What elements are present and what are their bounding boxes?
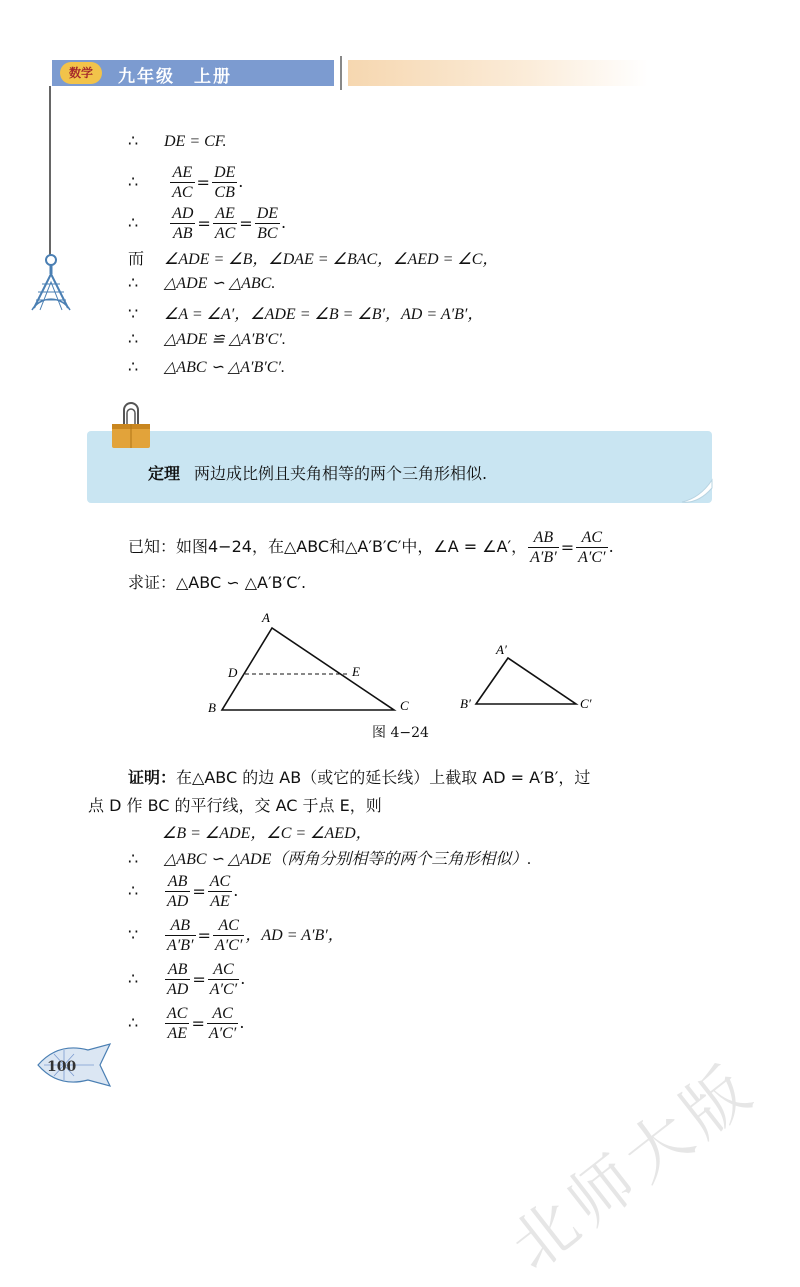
proof-step: ∴ $\frac{AB}{AD}$ = $\frac{AC}{AE}$ . bbox=[128, 873, 239, 910]
proof-line-1: 证明：在△ABC 的边 AB（或它的延长线）上截取 AD = A′B′，过 bbox=[128, 768, 591, 787]
triangle-a2b2c2 bbox=[476, 658, 576, 704]
label-a: A bbox=[262, 610, 270, 625]
label-b-prime: B′ bbox=[460, 696, 471, 711]
margin-rule bbox=[49, 86, 51, 256]
fraction: $\frac{AE}{AC}$ bbox=[214, 205, 236, 242]
proof-top-line: ∴ $\frac{AE}{AC}$ = $\frac{DE}{CB}$ . bbox=[128, 164, 244, 201]
fraction: $\frac{AB}{A'B'}$ bbox=[167, 917, 194, 954]
label-c: C bbox=[400, 698, 409, 713]
fraction: $\frac{AC}{A'C'}$ bbox=[209, 961, 238, 998]
theorem-text: 两边成比例且夹角相等的两个三角形相似. bbox=[194, 464, 488, 483]
page-number: 100 bbox=[47, 1059, 77, 1075]
proof-line-3: ∠B = ∠ADE，∠C = ∠AED， bbox=[162, 825, 372, 842]
triangle-abc bbox=[222, 628, 394, 710]
proof-step: ∴ $\frac{AB}{AD}$ = $\frac{AC}{A'C'}$ . bbox=[128, 961, 246, 998]
fraction: $\frac{DE}{CB}$ bbox=[213, 164, 236, 201]
fraction: $\frac{AC}{A'C'}$ bbox=[578, 529, 606, 566]
fraction: $\frac{AE}{AC}$ bbox=[172, 164, 193, 201]
given-line: 已知：如图4−24，在△ABC和△A′B′C′中，∠A = ∠A′， $\frac{AB}{A'B'}$ = $\frac{AC}{A'C'}$ . bbox=[128, 529, 614, 566]
fraction: $\frac{AC}{A'C'}$ bbox=[208, 1005, 237, 1042]
proof-line-4: ∴ △ABC ∽ △ADE（两角分别相等的两个三角形相似）. bbox=[128, 849, 532, 868]
proof-top-line: 而 ∠ADE = ∠B，∠DAE = ∠BAC，∠AED = ∠C， bbox=[128, 249, 499, 268]
proof-label: 证明： bbox=[128, 768, 177, 787]
theorem-label: 定理 bbox=[148, 464, 181, 483]
label-d: D bbox=[228, 665, 238, 680]
proof-line-2: 点 D 作 BC 的平行线，交 AC 于点 E，则 bbox=[88, 796, 382, 815]
proof-top-line: ∴ △ABC ∽ △A′B′C′. bbox=[128, 357, 285, 376]
proof-step: ∵ $\frac{AB}{A'B'}$ = $\frac{AC}{A'C'}$ ，AD = A′B′， bbox=[128, 917, 344, 954]
book-title: 九年级 上册 bbox=[118, 67, 232, 87]
to-prove-line: 求证：△ABC ∽ △A′B′C′. bbox=[128, 573, 307, 592]
proof-step: ∴ $\frac{AC}{AE}$ = $\frac{AC}{A'C'}$ . bbox=[128, 1005, 245, 1042]
label-a-prime: A′ bbox=[496, 642, 507, 657]
label-e: E bbox=[352, 664, 360, 679]
fraction: $\frac{AC}{AE}$ bbox=[209, 873, 231, 910]
proof-top-line: ∴ $\frac{AD}{AB}$ = $\frac{AE}{AC}$ = $\frac{DE}{BC}$ . bbox=[128, 205, 287, 242]
fraction: $\frac{AB}{A'B'}$ bbox=[530, 529, 557, 566]
subject-badge: 数学 bbox=[60, 62, 102, 84]
page-curl-icon bbox=[680, 478, 714, 506]
fraction: $\frac{DE}{BC}$ bbox=[256, 205, 279, 242]
fraction: $\frac{AB}{AD}$ bbox=[167, 873, 189, 910]
proof-top-line: ∴ DE = CF. bbox=[128, 131, 227, 150]
label-c-prime: C′ bbox=[580, 696, 592, 711]
figure-4-24 bbox=[200, 606, 620, 716]
proof-top-line: ∴ △ADE ≌ △A′B′C′. bbox=[128, 329, 286, 348]
proof-top bbox=[128, 0, 728, 400]
binder-clip-icon bbox=[110, 402, 152, 452]
figure-caption: 图 4−24 bbox=[372, 725, 429, 741]
fraction: $\frac{AC}{AE}$ bbox=[167, 1005, 188, 1042]
fraction: $\frac{AB}{AD}$ bbox=[167, 961, 189, 998]
proof-top-line: ∵ ∠A = ∠A′，∠ADE = ∠B = ∠B′，AD = A′B′， bbox=[128, 304, 484, 323]
fraction: $\frac{AC}{A'C'}$ bbox=[214, 917, 243, 954]
compass-icon bbox=[26, 252, 76, 316]
theorem-statement bbox=[148, 461, 487, 484]
fraction: $\frac{AD}{AB}$ bbox=[172, 205, 194, 242]
label-b: B bbox=[208, 700, 216, 715]
watermark: 北师大版 bbox=[497, 1049, 771, 1285]
proof-top-line: ∴ △ADE ∽ △ABC. bbox=[128, 273, 276, 292]
